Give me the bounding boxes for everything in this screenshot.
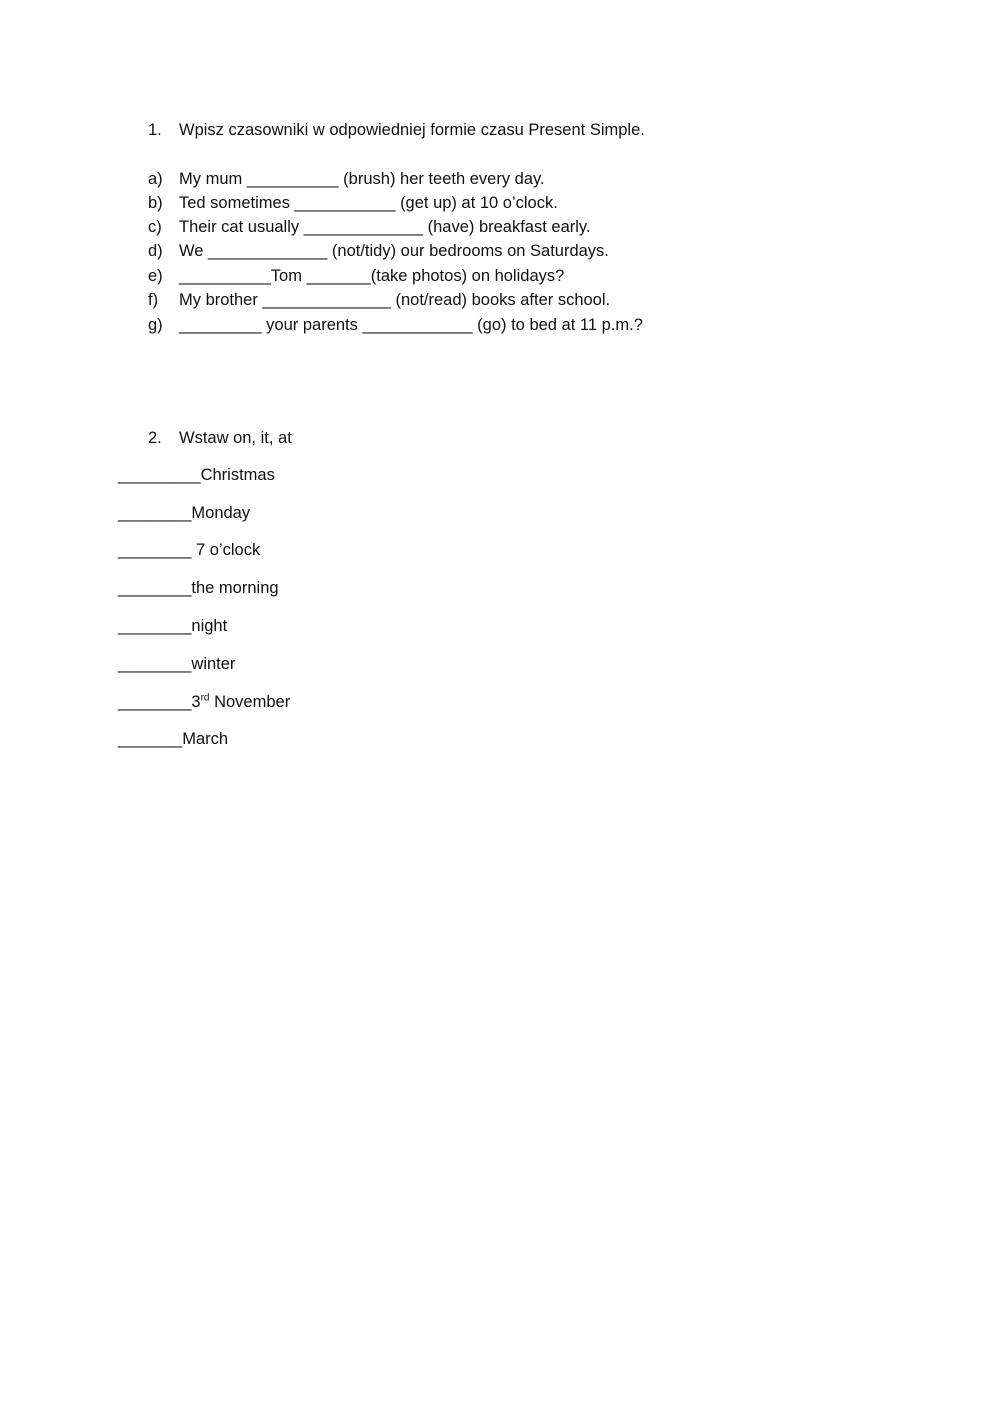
exercise1-item-text: Their cat usually _____________ (have) breakfast early. — [179, 218, 591, 236]
exercise1-item-text: We _____________ (not/tidy) our bedrooms on Saturdays. — [179, 242, 609, 260]
exercise2-item-text: _________Christmas — [118, 466, 275, 484]
exercise1-item-label: f) — [148, 291, 159, 309]
ordinal-suffix: rd — [200, 692, 210, 704]
exercise1-item-label: d) — [148, 242, 163, 260]
exercise2-item-text-after: November — [209, 693, 291, 711]
exercise1-item-label: b) — [148, 194, 163, 212]
exercise2-item-text: ________winter — [118, 655, 236, 673]
exercise1-item-text: My brother ______________ (not/read) books after school. — [179, 291, 611, 309]
exercise2-item-text-before: ________3 — [118, 693, 201, 711]
exercise1-item-label: c) — [148, 218, 162, 236]
exercise1-item-text: __________Tom _______(take photos) on holidays? — [179, 267, 565, 285]
exercise1-instruction: Wpisz czasowniki w odpowiedniej formie czasu Present Simple. — [179, 121, 645, 139]
exercise2-item-text: ________the morning — [118, 579, 279, 597]
exercise1-item-label: g) — [148, 316, 163, 334]
exercise1-item-text: Ted sometimes ___________ (get up) at 10 o’clock. — [179, 194, 558, 212]
exercise2-instruction: Wstaw on, it, at — [179, 429, 292, 447]
exercise2-number: 2. — [148, 429, 162, 447]
exercise2-item-text: ________ 7 o’clock — [118, 541, 261, 559]
exercise1-item-label: e) — [148, 267, 163, 285]
exercise2-item-text: ________night — [118, 617, 228, 635]
exercise2-item-text: _______March — [118, 730, 229, 748]
exercise1-item-label: a) — [148, 170, 163, 188]
exercise2-item-text: ________Monday — [118, 504, 251, 522]
exercise1-item-text: My mum __________ (brush) her teeth every day. — [179, 170, 545, 188]
exercise1-item-text: _________ your parents ____________ (go) to bed at 11 p.m.? — [179, 316, 643, 334]
exercise2-item-text — [118, 692, 290, 712]
exercise1-number: 1. — [148, 121, 162, 139]
